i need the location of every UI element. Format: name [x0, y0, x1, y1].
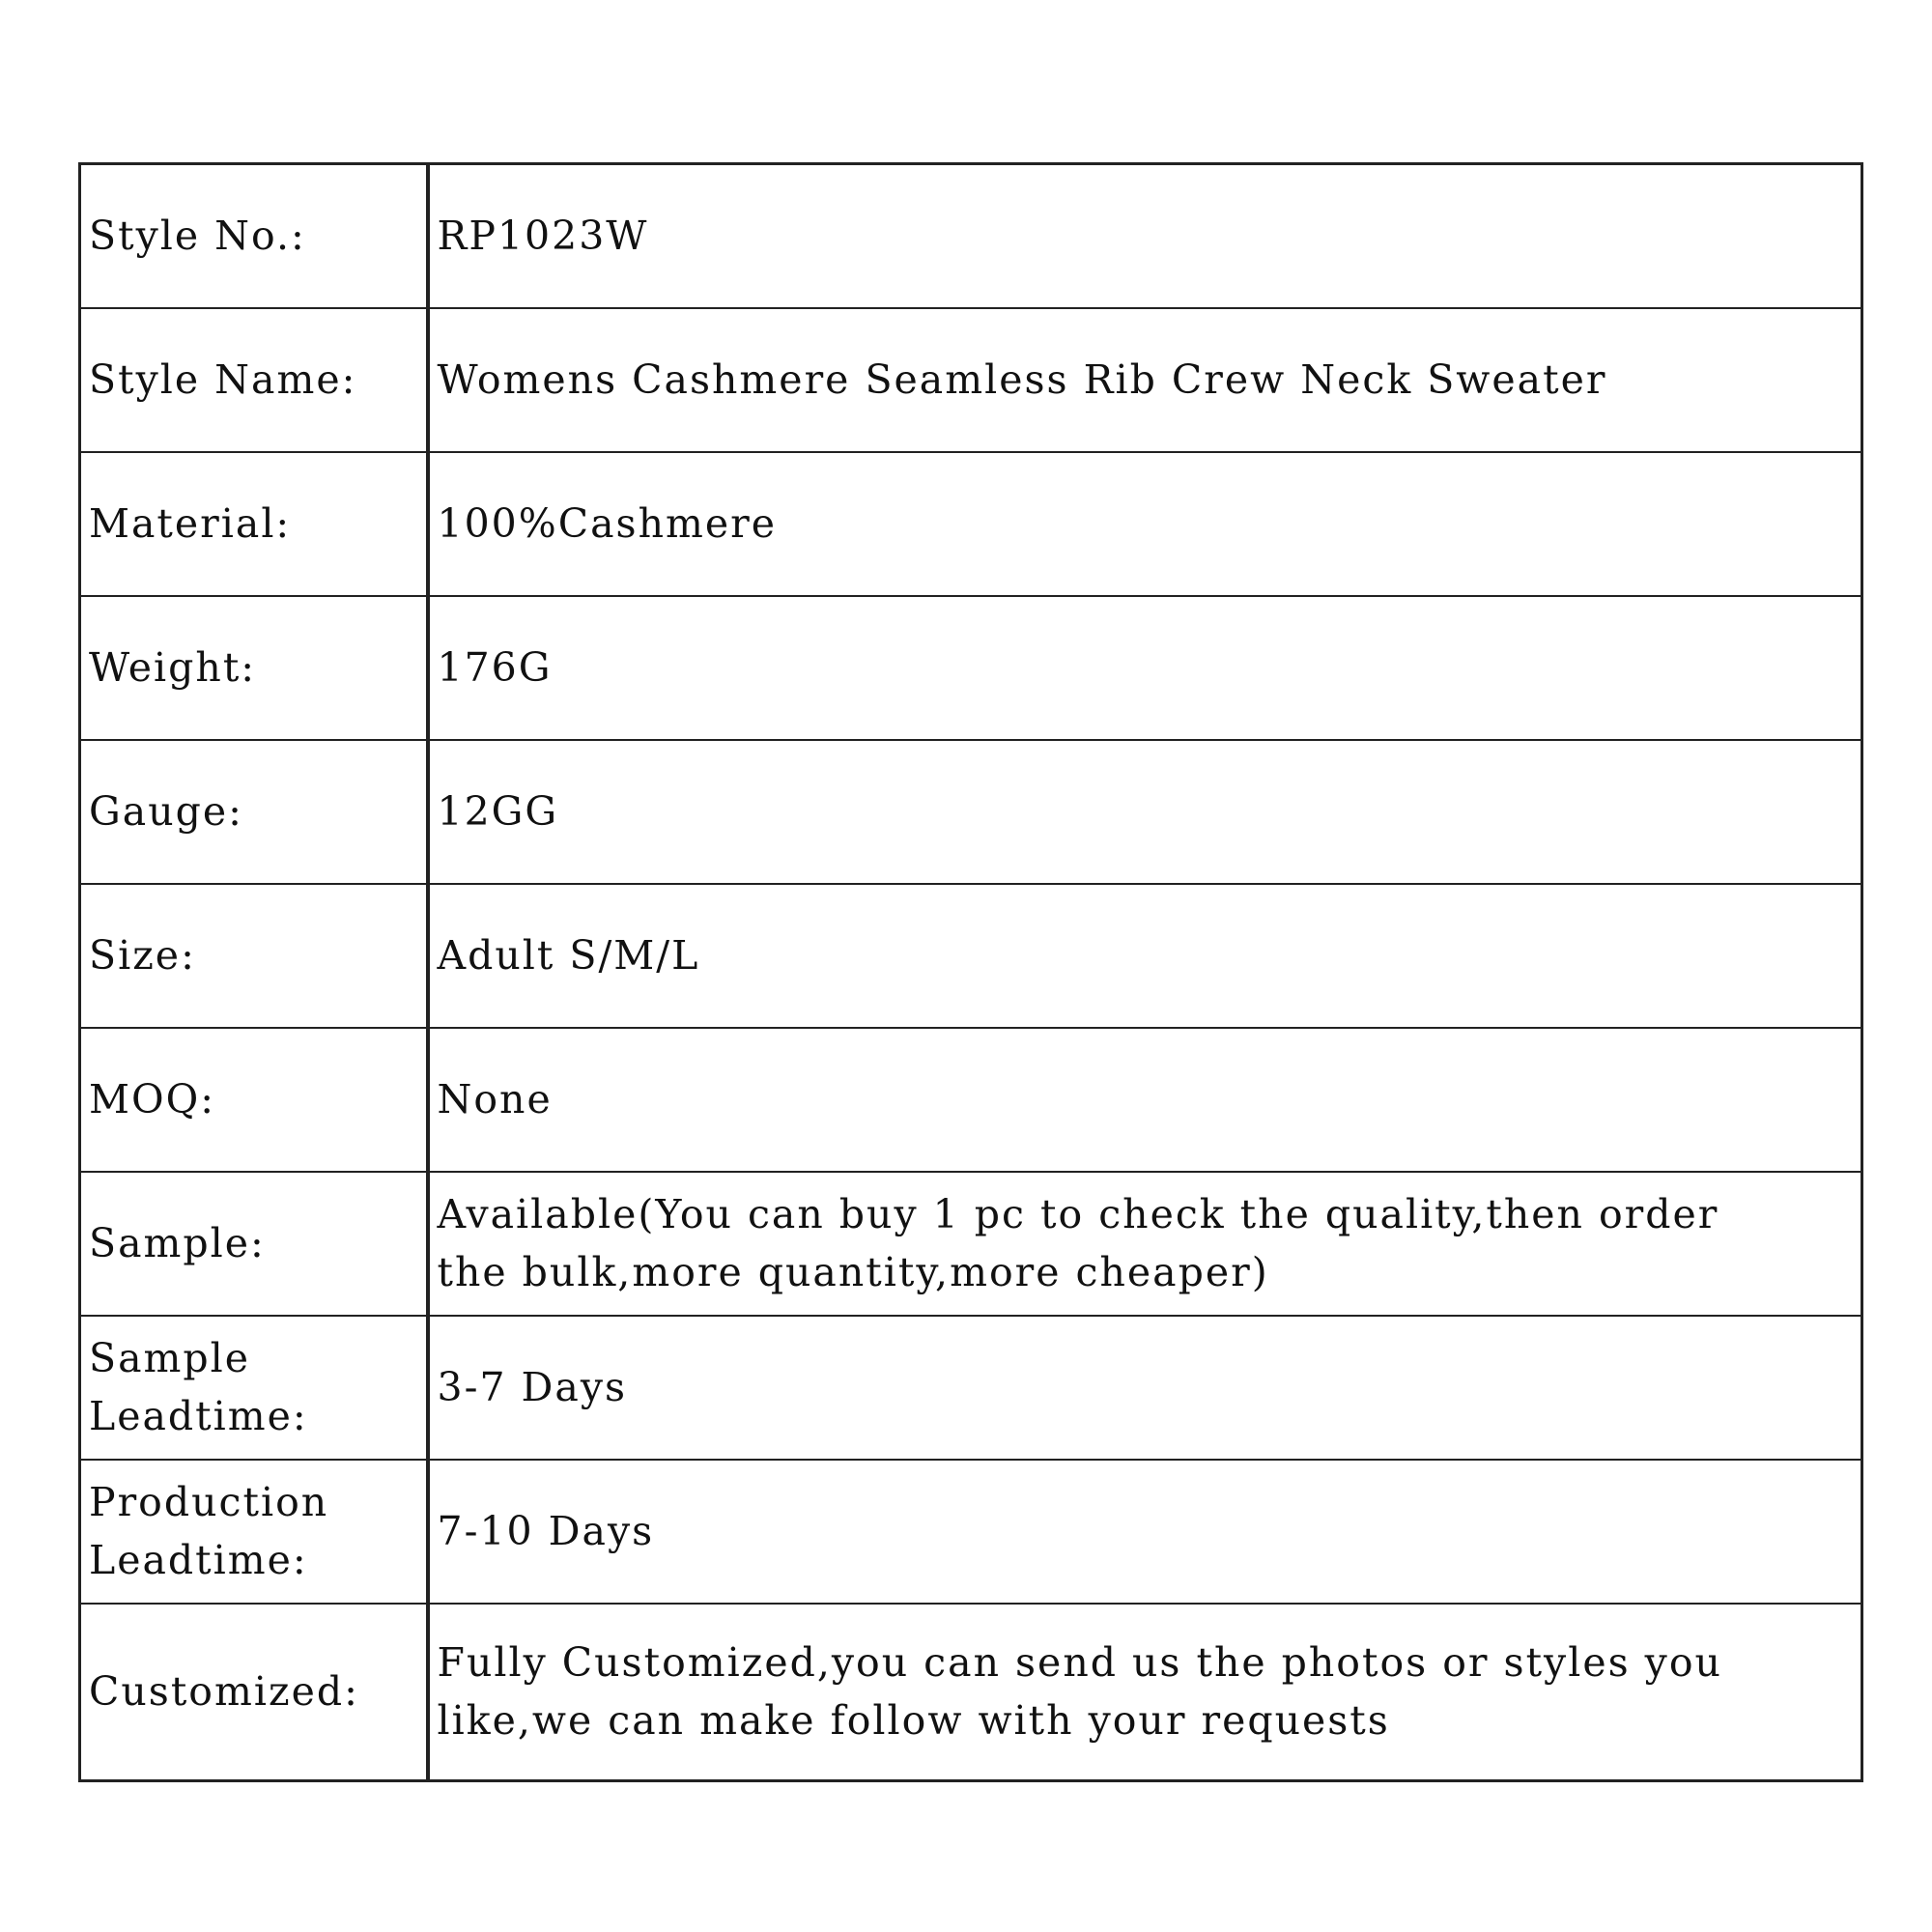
label-gauge: Gauge:	[80, 740, 428, 884]
table-row-style-name	[80, 308, 1862, 452]
label-style-no: Style No.:	[80, 164, 428, 308]
table-row-style-no	[80, 164, 1862, 308]
value-style-no: RP1023W	[428, 164, 1862, 308]
table-row-size	[80, 884, 1862, 1028]
value-sample-leadtime: 3-7 Days	[428, 1316, 1862, 1460]
table-row-sample	[80, 1172, 1862, 1316]
value-size: Adult S/M/L	[428, 884, 1862, 1028]
product-spec-table	[78, 162, 1863, 1782]
value-customized: Fully Customized,you can send us the photos or styles you like,we can make follow with your requests	[428, 1604, 1862, 1781]
label-customized: Customized:	[80, 1604, 428, 1781]
value-weight: 176G	[428, 596, 1862, 740]
table-row-sample-leadtime	[80, 1316, 1862, 1460]
table-row-gauge	[80, 740, 1862, 884]
table-row-moq	[80, 1028, 1862, 1172]
value-production-leadtime: 7-10 Days	[428, 1460, 1862, 1604]
value-sample: Available(You can buy 1 pc to check the quality,then order the bulk,more quantity,more cheaper)	[428, 1172, 1862, 1316]
value-style-name: Womens Cashmere Seamless Rib Crew Neck Sweater	[428, 308, 1862, 452]
label-size: Size:	[80, 884, 428, 1028]
table-row-material	[80, 452, 1862, 596]
table-row-weight	[80, 596, 1862, 740]
label-production-leadtime: Production Leadtime:	[80, 1460, 428, 1604]
label-weight: Weight:	[80, 596, 428, 740]
label-moq: MOQ:	[80, 1028, 428, 1172]
label-style-name: Style Name:	[80, 308, 428, 452]
table-row-production-leadtime	[80, 1460, 1862, 1604]
value-gauge: 12GG	[428, 740, 1862, 884]
value-material: 100%Cashmere	[428, 452, 1862, 596]
table-row-customized	[80, 1604, 1862, 1781]
label-sample: Sample:	[80, 1172, 428, 1316]
label-sample-leadtime: Sample Leadtime:	[80, 1316, 428, 1460]
value-moq: None	[428, 1028, 1862, 1172]
label-material: Material:	[80, 452, 428, 596]
